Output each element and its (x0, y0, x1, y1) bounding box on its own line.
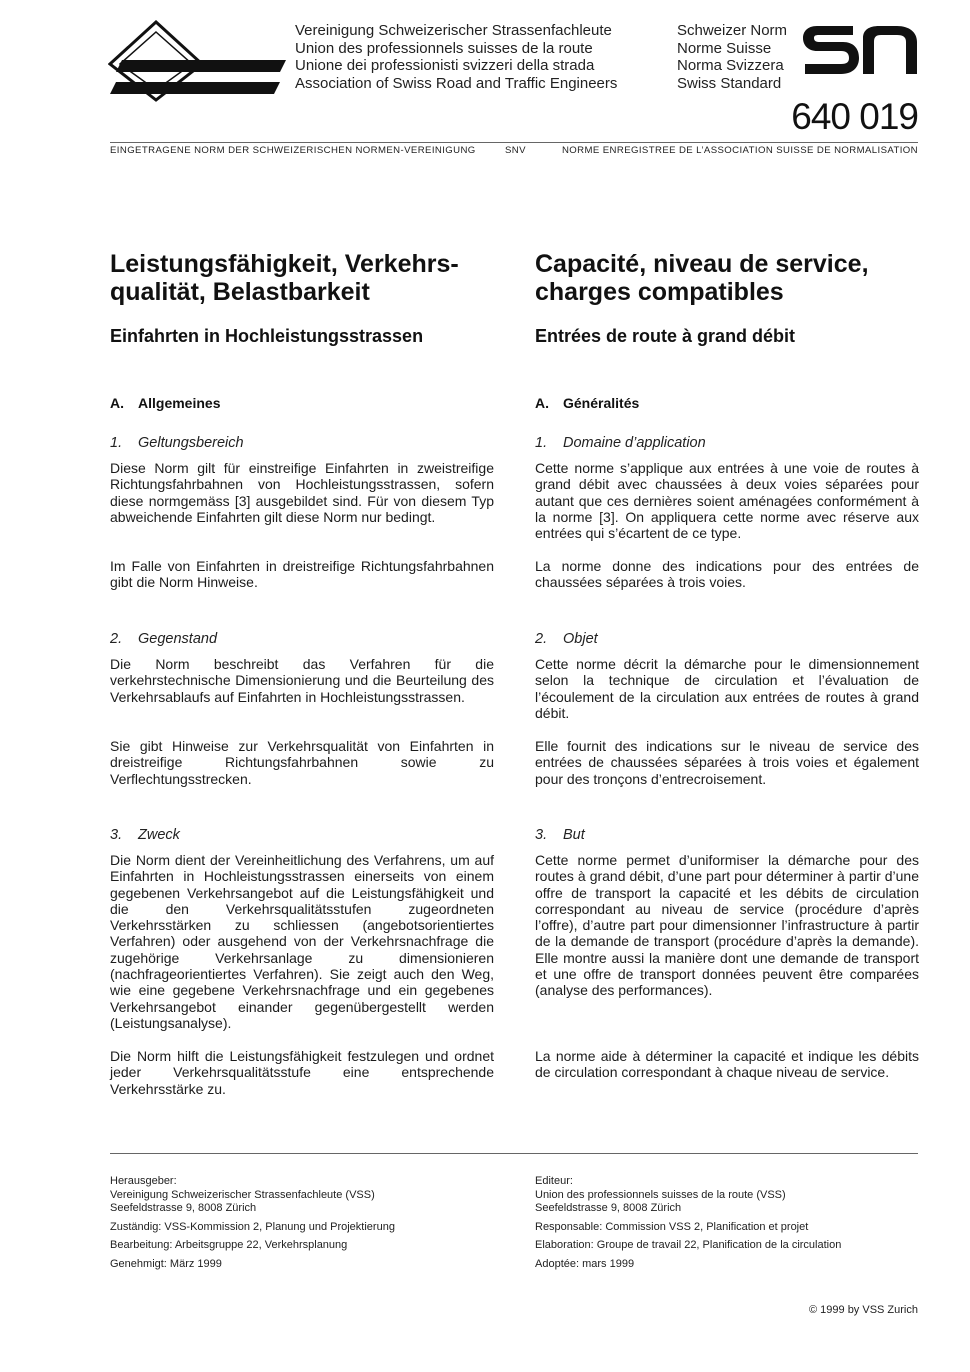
section-a-number-fr: A. (535, 395, 549, 411)
section-1-para2-fr: La norme donne des indications pour des entrées de chaussées séparées à trois voies. (535, 558, 919, 591)
sn-logo-icon (803, 24, 918, 76)
footer-publisher-name-de: Vereinigung Schweizerischer Strassenfachleute (VSS) (110, 1188, 375, 1201)
standard-label-it: Norma Svizzera (677, 57, 784, 75)
section-1-para1-de: Diese Norm gilt für einstreifige Einfahrten in zweistreifige Richtungsfahrbahnen von Hochleistungsstrassen, sofern diese normgemäss [3] ausgebildet sind. Für von diesem Typ abweichende Einfahrten gilt diese Norm nur bedingt. (110, 460, 494, 525)
title-de (110, 250, 494, 306)
section-2-para2-fr: Elle fournit des indications sur le niveau de service des entrées de chaussées séparées à trois voies et également pour des tronçons d’entrecroisement. (535, 738, 919, 787)
footer-publisher-address-fr: Seefeldstrasse 9, 8008 Zürich (535, 1202, 682, 1214)
section-1-title-de: Geltungsbereich (138, 435, 244, 451)
section-3-heading-de (110, 827, 494, 843)
section-3-title-de: Zweck (138, 827, 180, 843)
section-1-heading-fr (535, 435, 919, 451)
section-2-para2-de: Sie gibt Hinweise zur Verkehrsqualität von Einfahrten in dreistreifige Richtungsfahrbahnen sowie zu Verflechtungsstrecken. (110, 738, 494, 787)
footer-approved-de: Genehmigt: März 1999 (110, 1257, 222, 1270)
footer-de (110, 1175, 494, 1271)
association-name-it: Unione dei professionisti svizzeri della strada (295, 57, 595, 75)
registry-label-fr: NORME ENREGISTREE DE L’ASSOCIATION SUISSE DE NORMALISATION (561, 145, 918, 156)
section-1-title-fr: Domaine d’application (563, 435, 706, 451)
subtitle-de: Einfahrten in Hochleistungsstrassen (110, 326, 424, 346)
section-2-para1-de: Die Norm beschreibt das Verfahren für die verkehrstechnische Dimensionierung und die Beurteilung des Verkehrsablaufs auf Einfahrten in Hochleistungsstrassen. (110, 656, 494, 705)
section-a-heading-fr (535, 395, 919, 411)
registry-label-snv: SNV (505, 145, 526, 156)
footer-responsible-fr: Responsable: Commission VSS 2, Planification et projet (535, 1220, 809, 1233)
copyright: © 1999 by VSS Zurich (809, 1304, 918, 1316)
section-3-number-de: 3. (110, 827, 123, 843)
footer-publisher-label-de: Herausgeber: (110, 1175, 177, 1187)
footer-fr (535, 1175, 919, 1271)
section-3-para2-fr: La norme aide à déterminer la capacité et indique les débits de circulation correspondant à chaque niveau de service. (535, 1048, 919, 1081)
section-2-para1-fr: Cette norme décrit la démarche pour le dimensionnement selon la technique de circulation et l’évaluation de l’écoulement de la circulation aux entrées de routes à grand débit. (535, 656, 919, 721)
standard-label-de: Schweizer Norm (677, 22, 788, 39)
section-2-number-de: 2. (110, 631, 123, 647)
standard-labels (677, 22, 787, 92)
section-1-number-fr: 1. (535, 435, 548, 451)
footer-publisher-name-fr: Union des professionnels suisses de la route (VSS) (535, 1188, 786, 1201)
section-1-number-de: 1. (110, 435, 123, 451)
sn-logo (803, 24, 918, 76)
footer-responsible-de: Zuständig: VSS-Kommission 2, Planung und Projektierung (110, 1220, 395, 1233)
section-1-para1-fr: Cette norme s’applique aux entrées à une voie de routes à grand débit avec chaussées à deux voies séparées pour autant que ces dernières soient aménagées conformément à la norme [3]. On appliquera cette norme avec réserve aux entrées qui s’écartent de ce type. (535, 460, 919, 542)
header-rule (110, 142, 918, 143)
section-a-number-de: A. (110, 395, 124, 411)
section-a-heading-de (110, 395, 494, 411)
title-de-line2: qualität, Belastbarkeit (110, 278, 370, 306)
standard-label-fr: Norme Suisse (677, 39, 772, 57)
section-2-title-de: Gegenstand (138, 631, 218, 647)
section-2-number-fr: 2. (535, 631, 548, 647)
association-name-de: Vereinigung Schweizerischer Strassenfachleute (295, 22, 612, 39)
section-1-para2-de: Im Falle von Einfahrten in dreistreifige Richtungsfahrbahnen gibt die Norm Hinweise. (110, 558, 494, 591)
norm-number: 640 019 (791, 96, 918, 137)
subtitle-fr: Entrées de route à grand débit (535, 326, 796, 346)
standard-label-en: Swiss Standard (677, 74, 782, 92)
association-names (295, 22, 617, 92)
footer-publisher-label-fr: Editeur: (535, 1175, 573, 1187)
section-a-title-de: Allgemeines (138, 395, 221, 411)
title-fr (535, 250, 919, 306)
footer-publisher-address-de: Seefeldstrasse 9, 8008 Zürich (110, 1202, 257, 1214)
section-3-para2-de: Die Norm hilft die Leistungsfähigkeit festzulegen und ordnet jeder Verkehrsqualitätsstufe eine entsprechende Verkehrsstärke zu. (110, 1048, 494, 1097)
section-2-title-fr: Objet (563, 631, 598, 647)
association-name-fr: Union des professionnels suisses de la route (295, 39, 593, 57)
section-a-title-fr: Généralités (563, 395, 640, 411)
title-fr-line2: charges compatibles (535, 278, 784, 306)
section-3-para1-de: Die Norm dient der Vereinheitlichung des Verfahrens, um auf Einfahrten in Hochleistungsstrassen einerseits von einem gegebenen Verkehrsangebot auf die Leistungsfähigkeit und die den Verkehrsqualitätsstufen zugeordneten Verkehrsstärken zu schliessen (angebotsorientiertes Verfahren) oder ausgehend von der Verkehrsnachfrage die zugehörige Verkehrsanlage zu dimensionieren (nachfrageorientiertes Verfahren). Sie zeigt auch den Weg, wie eine gegebene Verkehrsnachfrage und ein gegebenes Verkehrsangebot einander gegenübergestellt werden (Leistungsanalyse). (110, 852, 494, 1031)
registry-label-de: EINGETRAGENE NORM DER SCHWEIZERISCHEN NORMEN-VEREINIGUNG (110, 145, 476, 156)
title-de-line1: Leistungsfähigkeit, Verkehrs- (110, 250, 459, 278)
title-fr-line1: Capacité, niveau de service, (535, 250, 869, 278)
association-name-en: Association of Swiss Road and Traffic Engineers (295, 74, 618, 92)
footer-approved-fr: Adoptée: mars 1999 (535, 1257, 635, 1270)
section-1-heading-de (110, 435, 494, 451)
vss-logo (108, 20, 288, 102)
section-3-heading-fr (535, 827, 919, 843)
section-3-title-fr: But (563, 827, 585, 843)
vss-logo-icon (108, 20, 288, 102)
section-3-number-fr: 3. (535, 827, 548, 843)
section-2-heading-fr (535, 631, 919, 647)
footer-editing-fr: Elaboration: Groupe de travail 22, Planification de la circulation (535, 1239, 842, 1251)
footer-rule (110, 1153, 918, 1154)
section-3-para1-fr: Cette norme permet d’uniformiser la démarche pour des routes à grand débit, d’une part pour déterminer à partir d’une offre de transport la capacité et les débits de circulation correspondant au niveau de service (procédure d’après l’offre), d’autre part pour dimensionner l’infrastructure à partir de la demande de transport (procédure d’après la demande). Elle montre aussi la manière dont une demande de transport et une offre de transport données peuvent être comparées (analyse des performances). (535, 852, 919, 999)
section-2-heading-de (110, 631, 494, 647)
footer-editing-de: Bearbeitung: Arbeitsgruppe 22, Verkehrsplanung (110, 1239, 348, 1251)
